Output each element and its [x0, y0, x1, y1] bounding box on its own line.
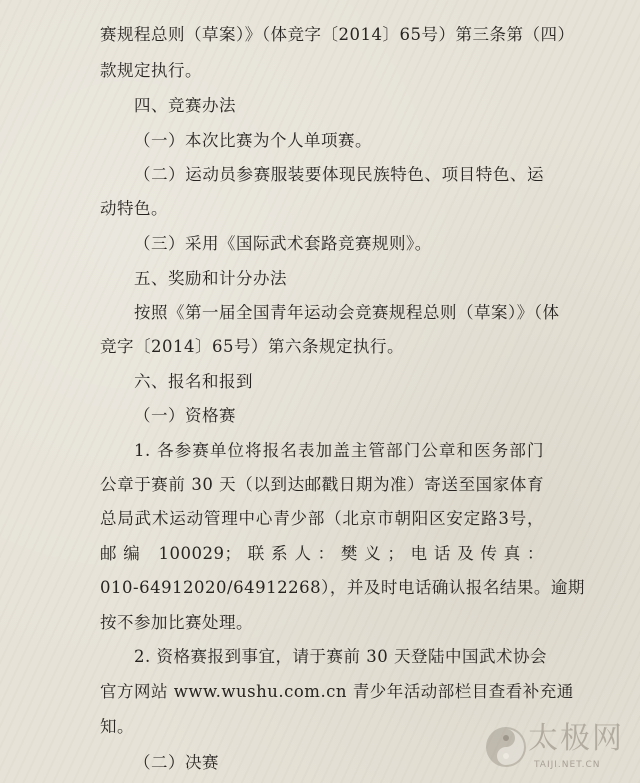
section-heading-6: 六、报名和报到	[134, 372, 253, 391]
text-line-5: （二）运动员参赛服装要体现民族特色、项目特色、运	[134, 165, 544, 184]
text-line-20: 官方网站 www.wushu.com.cn 青少年活动部栏目查看补充通	[100, 682, 574, 701]
text-line-14: 公章于赛前 30 天（以到达邮戳日期为准）寄送至国家体育	[100, 475, 544, 494]
text-line-16: 邮编 100029；联系人：樊义；电话及传真：	[100, 544, 544, 563]
text-line-13: 1. 各参赛单位将报名表加盖主管部门公章和医务部门	[134, 441, 544, 460]
text-line-2: 款规定执行。	[100, 61, 202, 80]
watermark-url: TAIJI.NET.CN	[534, 760, 601, 770]
text-line-15: 总局武术运动管理中心青少部（北京市朝阳区安定路3号，	[100, 509, 544, 528]
watermark	[484, 719, 634, 779]
text-line-10: 竞字〔2014〕65号）第六条规定执行。	[100, 337, 404, 356]
text-line-7: （三）采用《国际武术套路竞赛规则》。	[134, 234, 432, 253]
text-line-18: 按不参加比赛处理。	[100, 613, 253, 632]
subsection-heading-final: （二）决赛	[134, 753, 219, 772]
text-line-21: 知。	[100, 717, 134, 736]
text-line-19: 2. 资格赛报到事宜，请于赛前 30 天登陆中国武术协会	[134, 647, 547, 666]
watermark-title: 太极网	[528, 721, 624, 756]
section-heading-4: 四、竞赛办法	[134, 96, 236, 115]
text-line-17: 010-64912020/64912268），并及时电话确认报名结果。逾期	[100, 578, 585, 597]
section-heading-5: 五、奖励和计分办法	[134, 269, 287, 288]
text-line-9: 按照《第一届全国青年运动会竞赛规程总则（草案）》（体	[134, 303, 560, 322]
taiji-logo-icon	[484, 725, 528, 769]
subsection-heading-qualifier: （一）资格赛	[134, 406, 236, 425]
text-line-4: （一）本次比赛为个人单项赛。	[134, 131, 372, 150]
text-line-6: 动特色。	[100, 199, 168, 218]
text-line-1: 赛规程总则（草案）》（体竞字〔2014〕65号）第三条第（四）	[100, 25, 575, 44]
